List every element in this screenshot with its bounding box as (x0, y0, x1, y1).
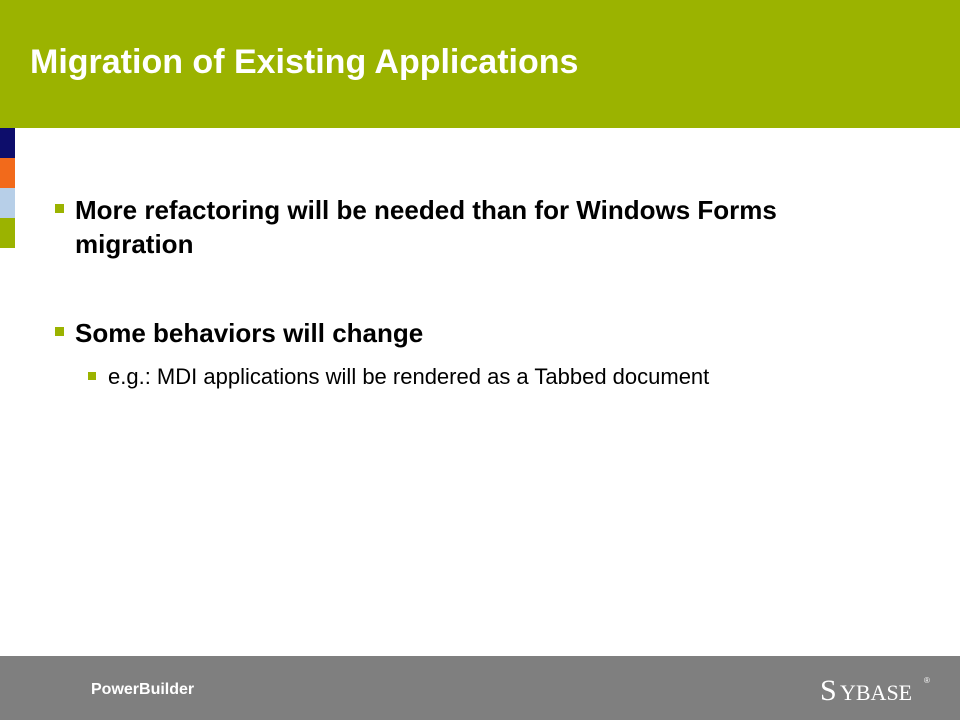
svg-text:S: S (820, 674, 837, 707)
square-bullet-icon (88, 372, 96, 380)
square-bullet-icon (55, 204, 64, 213)
bullet-text: More refactoring will be needed than for Windows Forms migration (75, 195, 777, 259)
sub-bullet-text: e.g.: MDI applications will be rendered as a Tabbed document (108, 364, 710, 389)
sybase-logo (812, 670, 944, 710)
svg-text:YBASE: YBASE (840, 680, 913, 705)
slide-title: Migration of Existing Applications (30, 43, 579, 81)
product-name: PowerBuilder (91, 681, 195, 698)
bullet-text: Some behaviors will change (75, 318, 424, 348)
footer-bar (0, 656, 960, 720)
square-bullet-icon (55, 327, 64, 336)
svg-text:®: ® (924, 676, 930, 685)
